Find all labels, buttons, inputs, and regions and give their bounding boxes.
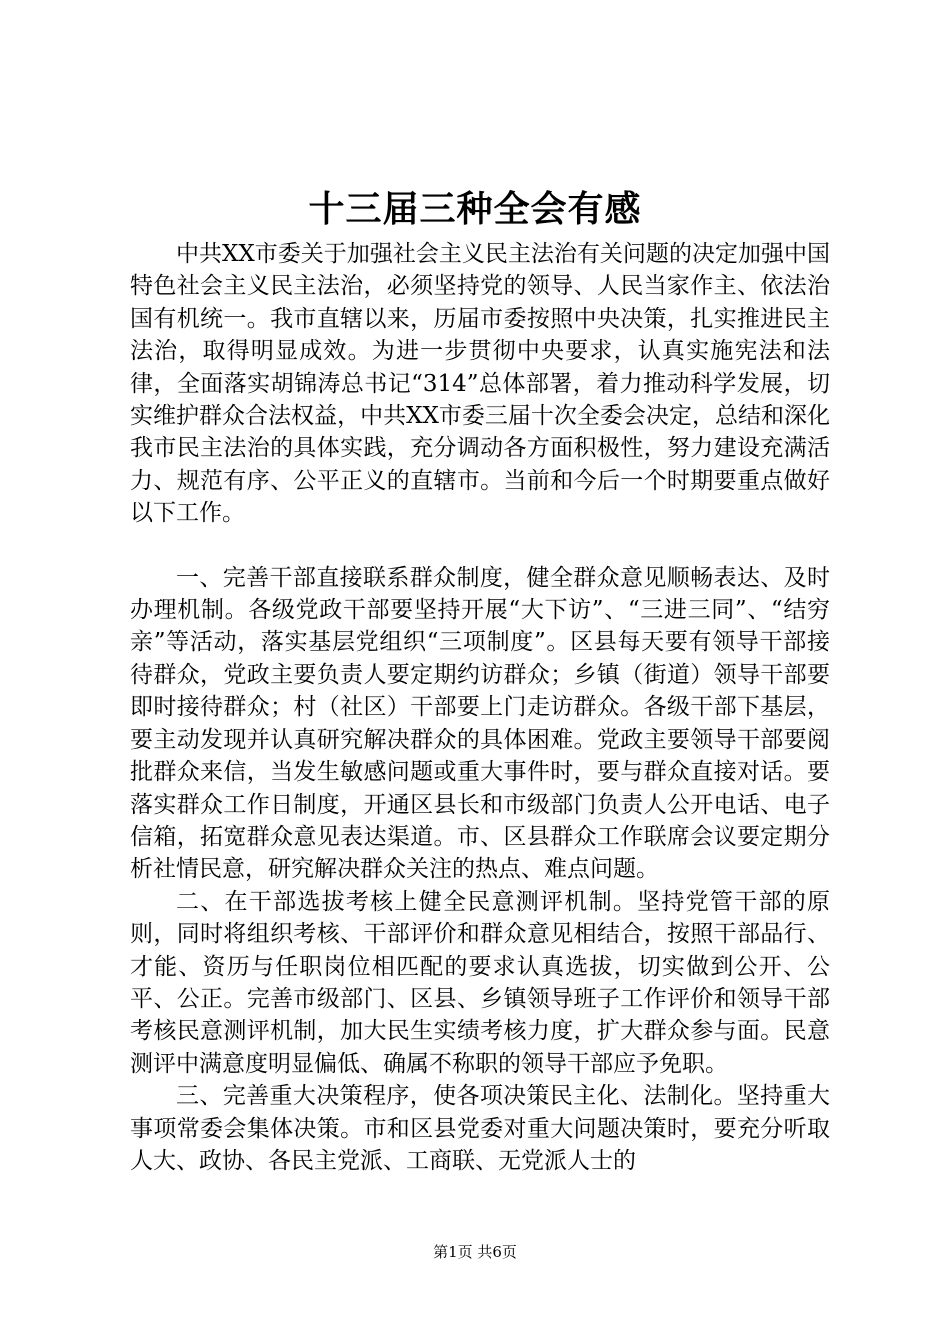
document-body bbox=[130, 238, 830, 1177]
paragraph-section-3: 三、完善重大决策程序，使各项决策民主化、法制化。坚持重大事项常委会集体决策。市和区县党委对重大问题决策时，要充分听取人大、政协、各民主党派、工商联、无党派人士的 bbox=[130, 1083, 830, 1174]
page-footer: 第1页 共6页 bbox=[433, 1243, 517, 1261]
document-title: 十三届三种全会有感 bbox=[308, 188, 642, 230]
paragraph-spacer bbox=[130, 530, 830, 562]
paragraph-intro: 中共XX市委关于加强社会主义民主法治有关问题的决定加强中国特色社会主义民主法治，必须坚持党的领导、人民当家作主、依法治国有机统一。我市直辖以来，历届市委按照中央决策，扎实推进民主法治，取得明显成效。为进一步贯彻中央要求，认真实施宪法和法律，全面落实胡锦涛总书记“314”总体部署，着力推动科学发展，切实维护群众合法权益，中共XX市委三届十次全委会决定，总结和深化我市民主法治的具体实践，充分调动各方面积极性，努力建设充满活力、规范有序、公平正义的直辖市。当前和今后一个时期要重点做好以下工作。 bbox=[130, 241, 830, 527]
paragraph-section-2: 二、在干部选拔考核上健全民意测评机制。坚持党管干部的原则，同时将组织考核、干部评价和群众意见相结合，按照干部品行、才能、资历与任职岗位相匹配的要求认真选拔，切实做到公开、公平、公正。完善市级部门、区县、乡镇领导班子工作评价和领导干部考核民意测评机制，加大民生实绩考核力度，扩大群众参与面。民意测评中满意度明显偏低、确属不称职的领导干部应予免职。 bbox=[130, 888, 830, 1077]
paragraph-section-1: 一、完善干部直接联系群众制度，健全群众意见顺畅表达、及时办理机制。各级党政干部要坚持开展“大下访”、“三进三同”、“结穷亲”等活动，落实基层党组织“三项制度”。区县每天要有领导干部接待群众，党政主要负责人要定期约访群众；乡镇（街道）领导干部要即时接待群众；村（社区）干部要上门走访群众。各级干部下基层，要主动发现并认真研究解决群众的具体困难。党政主要领导干部要阅批群众来信，当发生敏感问题或重大事件时，要与群众直接对话。要落实群众工作日制度，开通区县长和市级部门负责人公开电话、电子信箱，拓宽群众意见表达渠道。市、区县群众工作联席会议要定期分析社情民意，研究解决群众关注的热点、难点问题。 bbox=[130, 564, 830, 883]
